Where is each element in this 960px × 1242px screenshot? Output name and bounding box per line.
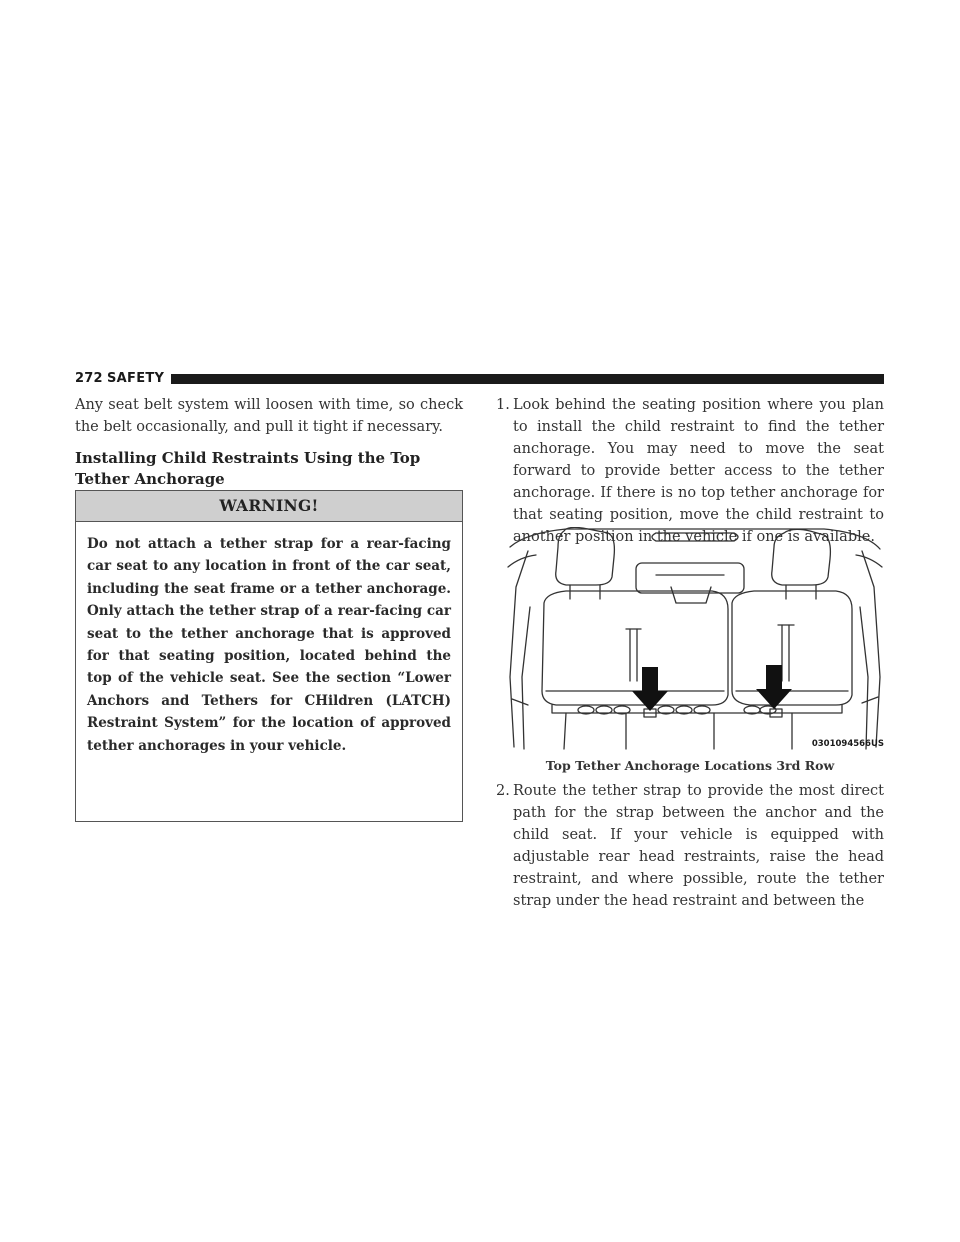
page-header: [75, 372, 884, 386]
section-title: SAFETY: [107, 371, 165, 386]
steps-list-continued: [496, 780, 884, 912]
warning-box: [75, 490, 463, 822]
page-number: 272: [75, 371, 103, 386]
figure-code: 0301094566US: [811, 739, 884, 749]
header-rule: [171, 374, 884, 384]
step-2-block: [496, 780, 884, 912]
seat-line-art: [506, 527, 884, 750]
step-2: [496, 780, 884, 912]
arrow-icon-right: [756, 665, 792, 709]
figure-caption: Top Tether Anchorage Locations 3rd Row: [545, 758, 835, 773]
step-1-text: Look behind the seating position where you plan to install the child restraint to find the tether anchorage. You may need to move the seat forward to provide better access to the tether anchorage. If there is no top tether anchorage for that seating position, move the child restraint to another position in the vehicle if one is available.: [513, 397, 884, 545]
step-2-number: 2.: [496, 783, 510, 799]
right-column: [496, 394, 884, 548]
section-subheading: Installing Child Restraints Using the Top Tether Anchorage: [75, 449, 421, 488]
step-2-text: Route the tether strap to provide the most direct path for the strap between the anchor and the child seat. If your vehicle is equipped with adjustable rear head restraints, raise the head restraint, and where possible, route the tether strap under the head restraint and between the: [513, 783, 884, 909]
intro-paragraph: Any seat belt system will loosen with time, so check the belt occasionally, and pull it tight if necessary.: [75, 397, 463, 435]
warning-text: Do not attach a tether strap for a rear-facing car seat to any location in front of the car seat, including the seat frame or a tether anchorage. Only attach the tether strap of a rear-facing car seat to the tether anchorage that is approved for that seating position, located behind the top of the vehicle seat. See the section “Lower Anchors and Tethers for CHildren (LATCH) Restraint System” for the location of approved tether anchorages in your vehicle.: [87, 536, 451, 754]
warning-title: WARNING!: [76, 491, 462, 522]
step-1-number: 1.: [496, 397, 510, 413]
steps-list: [496, 394, 884, 548]
left-column: [75, 394, 463, 490]
step-1: [496, 394, 884, 548]
rear-seat-illustration: [506, 527, 884, 750]
